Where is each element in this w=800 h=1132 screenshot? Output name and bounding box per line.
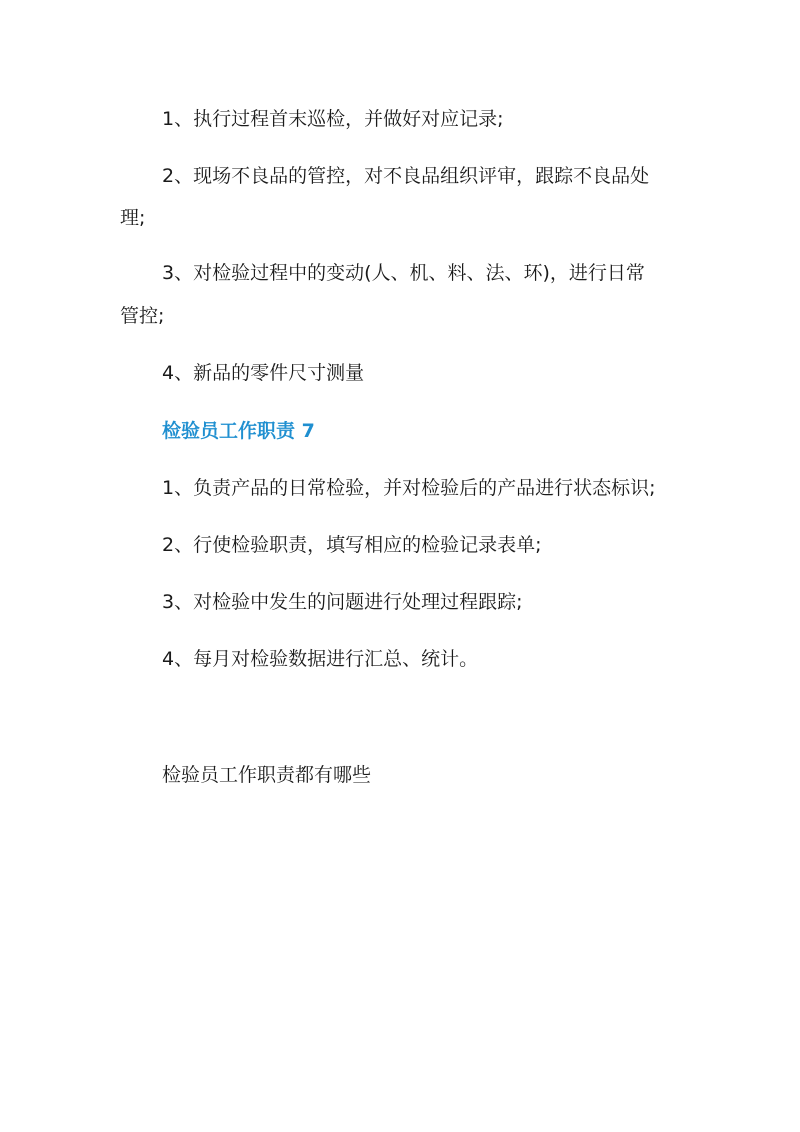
duty-item-4: 4、每月对检验数据进行汇总、统计。 (162, 648, 479, 670)
paragraph-2-line-1: 2、现场不良品的管控，对不良品组织评审，跟踪不良品处 (162, 165, 650, 187)
duty-item-1: 1、负责产品的日常检验，并对检验后的产品进行状态标识; (162, 477, 656, 499)
paragraph-1-line-1: 1、执行过程首末巡检，并做好对应记录; (162, 108, 504, 130)
paragraph-3-line-2: 管控; (120, 305, 165, 327)
paragraph-3-line-1: 3、对检验过程中的变动(人、机、料、法、环)，进行日常 (162, 262, 645, 284)
paragraph-2-line-2: 理; (120, 207, 146, 229)
paragraph-4-line-1: 4、新品的零件尺寸测量 (162, 362, 365, 384)
footer-title: 检验员工作职责都有哪些 (162, 764, 372, 786)
section-heading: 检验员工作职责 7 (162, 420, 315, 442)
duty-item-3: 3、对检验中发生的问题进行处理过程跟踪; (162, 591, 523, 613)
duty-item-2: 2、行使检验职责，填写相应的检验记录表单; (162, 534, 542, 556)
